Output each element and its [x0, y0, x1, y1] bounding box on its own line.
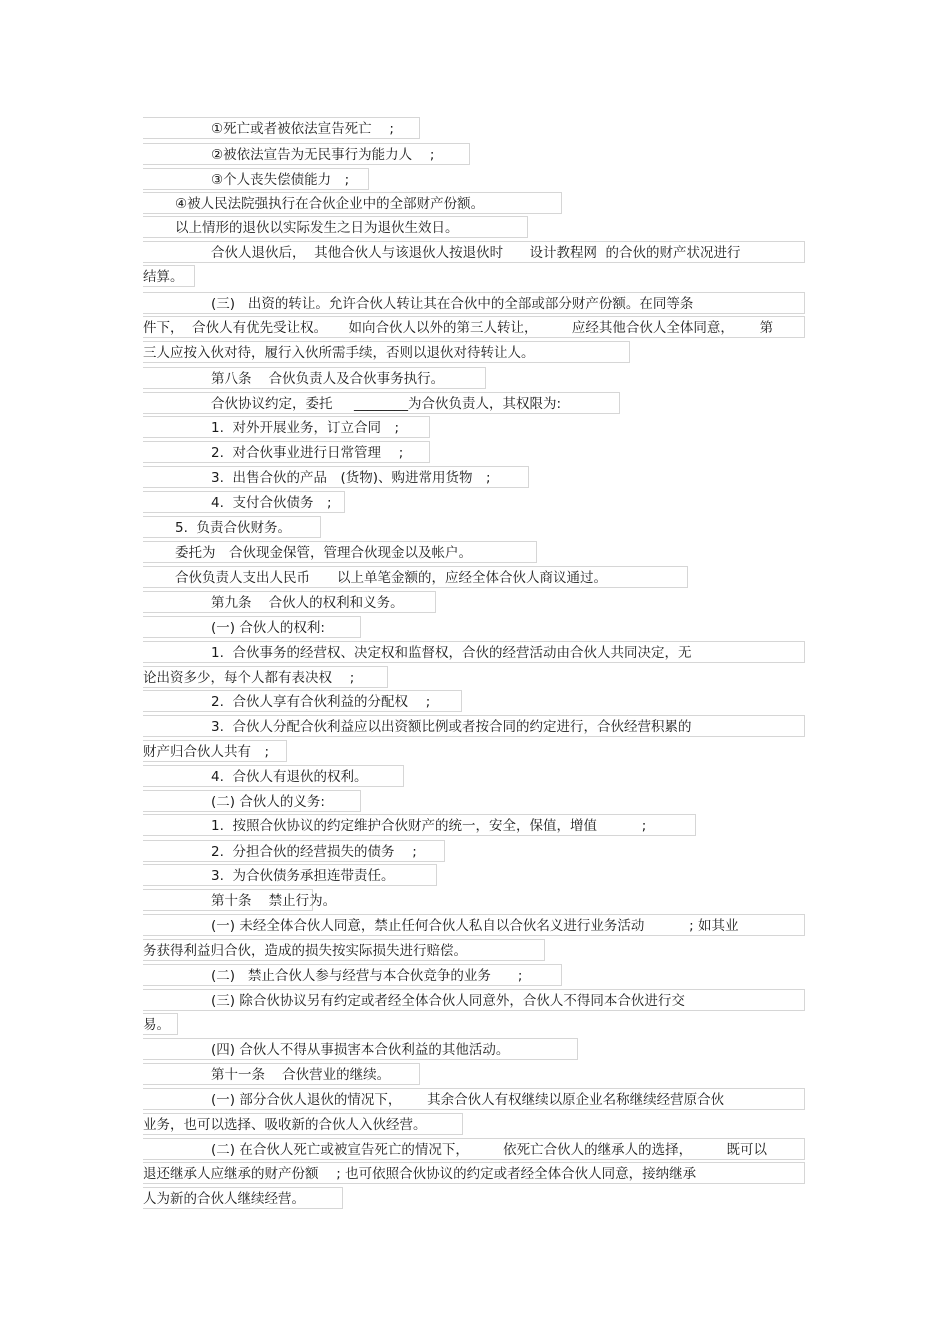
- document-line: [143, 641, 805, 663]
- line-text: 4. 合伙人有退伙的权利。: [211, 769, 368, 785]
- document-line: [143, 715, 805, 737]
- document-line: [143, 143, 470, 165]
- document-line: [143, 1138, 805, 1160]
- document-line: [143, 690, 462, 712]
- line-text: (三) 出资的转让。允许合伙人转让其在合伙中的全部或部分财产份额。在同等条: [211, 296, 694, 312]
- line-text: ③个人丧失偿债能力 ;: [211, 172, 350, 188]
- line-text: 1. 按照合伙协议的约定维护合伙财产的统一，安全，保值，增值 ;: [211, 818, 647, 834]
- document-line: [143, 192, 562, 214]
- document-line: [143, 316, 805, 338]
- line-text: ①死亡或者被依法宣告死亡 ;: [211, 121, 394, 137]
- document-line: [143, 790, 361, 812]
- document-line: [143, 939, 545, 961]
- line-text: ②被依法宣告为无民事行为能力人 ;: [211, 147, 435, 163]
- document-line: [143, 292, 805, 314]
- document-line: [143, 392, 620, 414]
- line-text: 三人应按入伙对待，履行入伙所需手续，否则以退伙对待转让人。: [143, 345, 535, 361]
- document-line: [143, 1187, 343, 1209]
- document-line: [143, 889, 337, 911]
- line-text: 第十条 禁止行为。: [211, 893, 337, 909]
- line-text: 3. 出售合伙的产品 (货物)、购进常用货物 ;: [211, 470, 491, 486]
- line-text: 退还继承人应继承的财产份额 ; 也可依照合伙协议的约定或者经全体合伙人同意，接纳继承: [143, 1166, 697, 1182]
- document-line: [143, 516, 321, 538]
- document-line: [143, 666, 388, 688]
- document-line: [143, 117, 420, 139]
- line-text: 件下， 合伙人有优先受让权。 如向合伙人以外的第三人转让， 应经其他合伙人全体同意， 第: [143, 320, 774, 336]
- line-text: 2. 对合伙事业进行日常管理 ;: [211, 445, 404, 461]
- document-line: [143, 1113, 463, 1135]
- line-text: 财产归合伙人共有 ;: [143, 744, 270, 760]
- document-line: [143, 416, 430, 438]
- document-line: [143, 591, 436, 613]
- line-text: 5. 负责合伙财务。: [175, 520, 291, 536]
- document-line: [143, 864, 437, 886]
- line-text: 易。: [143, 1017, 170, 1033]
- document-line: [143, 740, 287, 762]
- line-text: 2. 分担合伙的经营损失的债务 ;: [211, 844, 417, 860]
- line-text: (三) 除合伙协议另有约定或者经全体合伙人同意外，合伙人不得同本合伙进行交: [211, 993, 685, 1009]
- line-text: 1. 合伙事务的经营权、决定权和监督权，合伙的经营活动由合伙人共同决定，无: [211, 645, 692, 661]
- document-line: [143, 814, 696, 836]
- line-text: 论出资多少，每个人都有表决权 ;: [143, 670, 355, 686]
- line-text: 3. 合伙人分配合伙利益应以出资额比例或者按合同的约定进行，合伙经营积累的: [211, 719, 692, 735]
- line-text: 业务，也可以选择、吸收新的合伙人入伙经营。: [143, 1117, 427, 1133]
- document-line: [143, 566, 688, 588]
- document-line: [143, 466, 529, 488]
- line-text: 委托为 合伙现金保管，管理合伙现金以及帐户。: [175, 545, 472, 561]
- line-text: (一) 未经全体合伙人同意，禁止任何合伙人私自以合伙名义进行业务活动 ; 如其业: [211, 918, 739, 934]
- line-text: 4. 支付合伙债务 ;: [211, 495, 332, 511]
- line-text: 合伙人退伙后， 其他合伙人与该退伙人按退伙时 设计教程网 的合伙的财产状况进行: [211, 245, 741, 261]
- line-text: (四) 合伙人不得从事损害本合伙利益的其他活动。: [211, 1042, 510, 1058]
- document-line: [143, 1013, 178, 1035]
- line-text: 1. 对外开展业务，订立合同 ;: [211, 420, 400, 436]
- line-text: (一) 合伙人的权利:: [211, 620, 325, 636]
- document-line: [143, 616, 361, 638]
- document-line: [143, 1088, 805, 1110]
- line-text: 务获得利益归合伙，造成的损失按实际损失进行赔偿。: [143, 943, 467, 959]
- document-line: [143, 989, 805, 1011]
- document-line: [143, 840, 445, 862]
- document-line: [143, 1063, 420, 1085]
- document-line: [143, 241, 805, 263]
- line-text: 2. 合伙人享有合伙利益的分配权 ;: [211, 694, 431, 710]
- document-line: [143, 1162, 805, 1184]
- document-line: [143, 265, 195, 287]
- line-text: 第九条 合伙人的权利和义务。: [211, 595, 404, 611]
- document-line: [143, 765, 404, 787]
- document-line: [143, 216, 528, 238]
- line-text: 合伙协议约定，委托 ________为合伙负责人，其权限为:: [211, 396, 562, 412]
- document-line: [143, 541, 537, 563]
- line-text: 人为新的合伙人继续经营。: [143, 1191, 305, 1207]
- line-text: 第八条 合伙负责人及合伙事务执行。: [211, 371, 445, 387]
- document-line: [143, 441, 430, 463]
- line-text: 第十一条 合伙营业的继续。: [211, 1067, 391, 1083]
- document-line: [143, 341, 630, 363]
- document-line: [143, 1038, 578, 1060]
- line-text: (二) 合伙人的义务:: [211, 794, 325, 810]
- line-text: ④被人民法院强执行在合伙企业中的全部财产份额。: [175, 196, 485, 212]
- line-text: 3. 为合伙债务承担连带责任。: [211, 868, 395, 884]
- document-line: [143, 914, 805, 936]
- line-text: (一) 部分合伙人退伙的情况下， 其余合伙人有权继续以原企业名称继续经营原合伙: [211, 1092, 725, 1108]
- document-line: [143, 168, 369, 190]
- document-line: [143, 491, 345, 513]
- document-line: [143, 964, 562, 986]
- line-text: 结算。: [143, 269, 184, 285]
- line-text: 合伙负责人支出人民币 以上单笔金额的，应经全体合伙人商议通过。: [175, 570, 607, 586]
- document-line: [143, 367, 486, 389]
- line-text: (二) 在合伙人死亡或被宣告死亡的情况下， 依死亡合伙人的继承人的选择， 既可以: [211, 1142, 767, 1158]
- line-text: 以上情形的退伙以实际发生之日为退伙生效日。: [175, 220, 459, 236]
- line-text: (二) 禁止合伙人参与经营与本合伙竞争的业务 ;: [211, 968, 523, 984]
